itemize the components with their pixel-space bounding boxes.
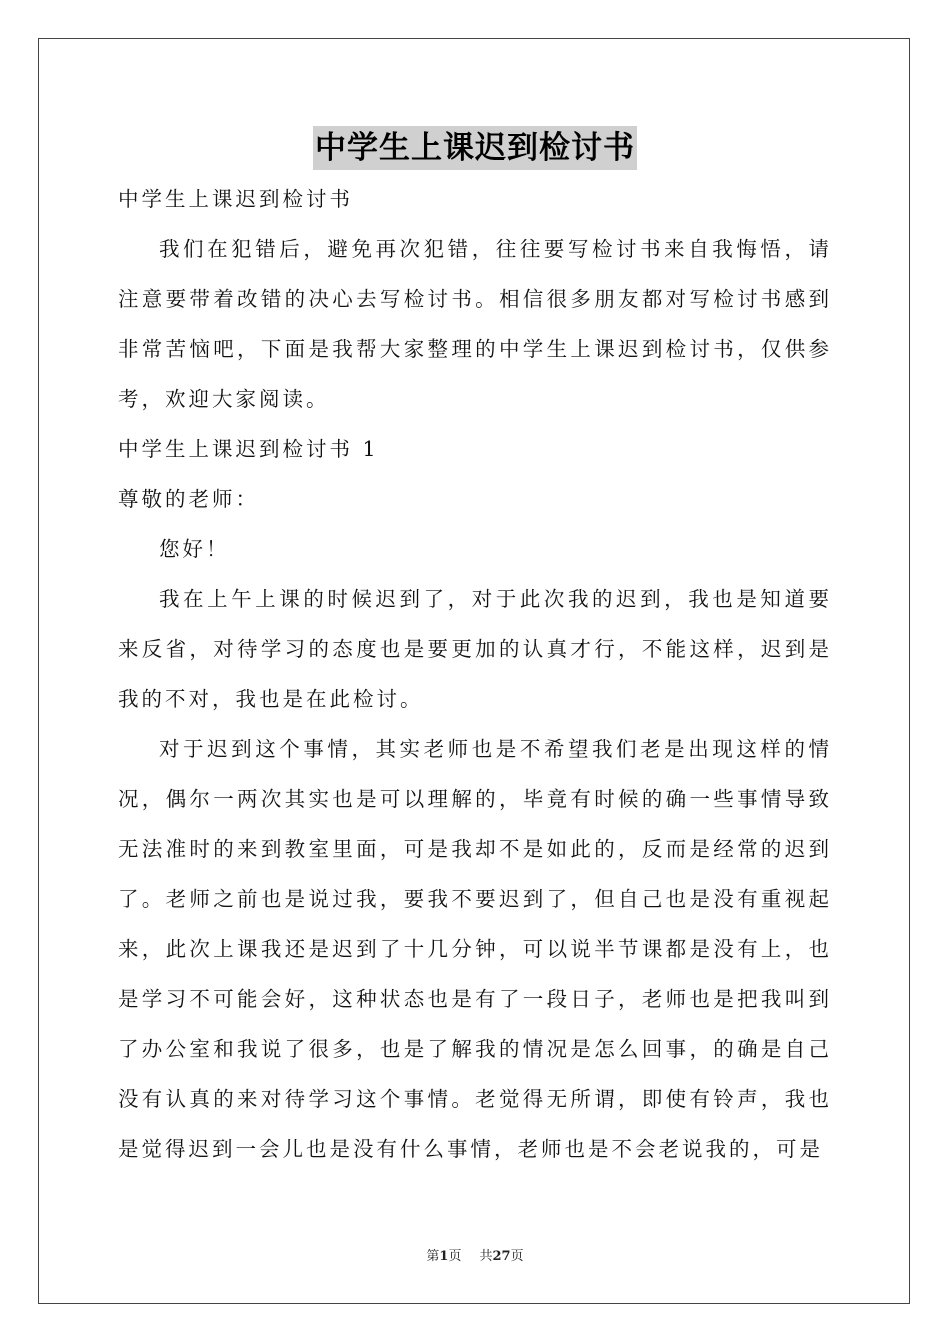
page-footer	[0, 1245, 950, 1264]
page-total: 27	[492, 1249, 511, 1264]
page-prefix: 第	[426, 1249, 440, 1264]
salutation: 尊敬的老师：	[118, 487, 259, 511]
total-prefix: 共	[479, 1249, 493, 1264]
total-suffix: 页	[510, 1249, 524, 1264]
document-body	[118, 174, 832, 1174]
body-paragraph-2: 对于迟到这个事情，其实老师也是不希望我们老是出现这样的情况，偶尔一两次其实也是可以理解的，毕竟有时候的确一些事情导致无法准时的来到教室里面，可是我却不是如此的，反而是经常的迟到了。老师之前也是说过我，要我不要迟到了，但自己也是没有重视起来，此次上课我还是迟到了十几分钟，可以说半节课都是没有上，也是学习不可能会好，这种状态也是有了一段日子，老师也是把我叫到了办公室和我说了很多，也是了解我的情况是怎么回事，的确是自己没有认真的来对待学习这个事情。老觉得无所谓，即使有铃声，我也是觉得迟到一会儿也是没有什么事情，老师也是不会老说我的，可是	[118, 737, 832, 1161]
document-title: 中学生上课迟到检讨书	[313, 126, 637, 170]
page-current: 1	[439, 1249, 449, 1264]
document-subtitle: 中学生上课迟到检讨书	[118, 187, 353, 211]
page-suffix: 页	[448, 1249, 462, 1264]
section-heading: 中学生上课迟到检讨书 1	[118, 437, 379, 461]
intro-paragraph: 我们在犯错后，避免再次犯错，往往要写检讨书来自我悔悟，请注意要带着改错的决心去写检讨书。相信很多朋友都对写检讨书感到非常苦恼吧，下面是我帮大家整理的中学生上课迟到检讨书，仅供参考，欢迎大家阅读。	[118, 237, 832, 411]
greeting: 您好！	[159, 537, 230, 561]
title-container	[0, 126, 950, 170]
body-paragraph-1: 我在上午上课的时候迟到了，对于此次我的迟到，我也是知道要来反省，对待学习的态度也是要更加的认真才行，不能这样，迟到是我的不对，我也是在此检讨。	[118, 587, 832, 711]
